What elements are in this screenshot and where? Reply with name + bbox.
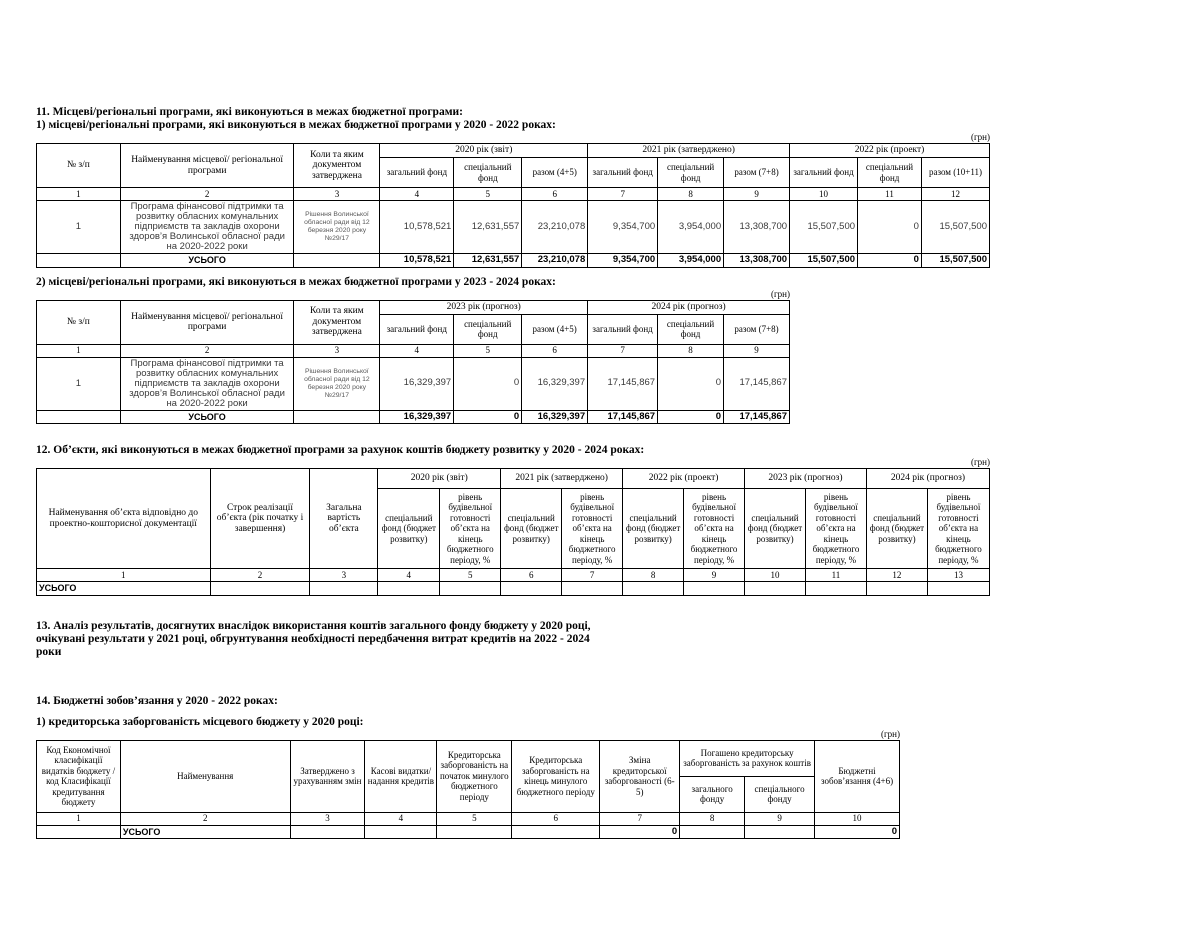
section-14-title: 14. Бюджетні зобов’язання у 2020 - 2022 роках:: [36, 694, 278, 707]
empty-cell: [623, 582, 684, 596]
section-14-subtitle-1: 1) кредиторська заборгованість місцевого бюджету у 2020 році:: [36, 715, 364, 728]
header-cell: 2020 рік (звіт): [380, 144, 588, 158]
col-number-cell: 5: [440, 569, 501, 582]
empty-cell: [294, 254, 380, 268]
col-number-cell: 8: [623, 569, 684, 582]
value-cell: 0: [658, 357, 724, 410]
table-3-block: [36, 457, 990, 596]
header-cell: загальний фонд: [380, 158, 454, 188]
total-label-cell: УСЬОГО: [120, 410, 294, 424]
col-number-cell: 1: [37, 344, 121, 357]
header-cell: разом (4+5): [522, 314, 588, 344]
col-number-cell: 9: [724, 344, 790, 357]
total-value-cell: 0: [658, 410, 724, 424]
table-creditor-debt: [36, 740, 900, 840]
col-number-cell: 7: [600, 812, 680, 825]
header-cell: разом (7+8): [724, 158, 790, 188]
data-cell: 1: [37, 201, 121, 254]
header-cell: Погашено кредиторську заборгованість за рахунок коштів: [680, 740, 815, 776]
empty-cell: [684, 582, 745, 596]
currency-note: (грн): [970, 132, 990, 142]
header-cell: спеціальний фонд (бюджет розвитку): [866, 489, 927, 569]
data-cell: 1: [37, 357, 121, 410]
header-cell: № з/п: [37, 144, 121, 188]
col-number-cell: 6: [522, 344, 588, 357]
col-number-cell: 4: [365, 812, 437, 825]
col-number-cell: 1: [37, 188, 121, 201]
table-row: [37, 357, 790, 410]
col-number-cell: 6: [522, 188, 588, 201]
total-row: [37, 825, 900, 839]
header-cell: спеціальний фонд: [454, 314, 522, 344]
header-cell: рівень будівельної готовності об’єкта на кінець бюджетного періоду, %: [684, 489, 745, 569]
col-number-cell: 6: [501, 569, 562, 582]
header-cell: рівень будівельної готовності об’єкта на кінець бюджетного періоду, %: [440, 489, 501, 569]
header-cell: спеціальний фонд (бюджет розвитку): [501, 489, 562, 569]
empty-cell: [37, 254, 121, 268]
col-number-cell: 9: [684, 569, 745, 582]
section-11-title: 11. Місцеві/регіональні програми, які виконуються в межах бюджетної програми:: [36, 106, 463, 118]
table-1-block: [36, 132, 990, 268]
header-cell: спеціальний фонд: [454, 158, 522, 188]
header-cell: Найменування місцевої/ регіональної програми: [120, 300, 294, 344]
empty-cell: [866, 582, 927, 596]
total-value-cell: 0: [858, 254, 922, 268]
currency-note: (грн): [880, 728, 900, 739]
value-cell: 15,507,500: [921, 201, 989, 254]
header-cell: загального фонду: [680, 776, 745, 812]
col-number-cell: 3: [310, 569, 378, 582]
header-cell: 2022 рік (проект): [790, 144, 990, 158]
col-number-cell: 4: [380, 188, 454, 201]
header-cell: 2020 рік (звіт): [378, 469, 501, 489]
total-row: [37, 582, 990, 596]
value-cell: 12,631,557: [454, 201, 522, 254]
table-local-programs-2020-2022: [36, 143, 990, 268]
value-cell: 9,354,700: [588, 201, 658, 254]
header-cell: Загальна вартість об’єкта: [310, 469, 378, 569]
header-cell: загальний фонд: [588, 314, 658, 344]
table-row: [37, 300, 790, 314]
col-number-cell: 1: [37, 812, 121, 825]
header-cell: рівень будівельної готовності об’єкта на кінець бюджетного періоду, %: [805, 489, 866, 569]
col-number-cell: 5: [437, 812, 512, 825]
value-cell: 17,145,867: [588, 357, 658, 410]
total-value-cell: 0: [454, 410, 522, 424]
col-number-cell: 5: [454, 344, 522, 357]
value-cell: 16,329,397: [522, 357, 588, 410]
col-number-cell: 4: [378, 569, 440, 582]
header-cell: разом (4+5): [522, 158, 588, 188]
value-cell: 3,954,000: [658, 201, 724, 254]
header-cell: Код Економічної класифікації видатків бюджету / код Класифікації кредитування бюджету: [37, 740, 121, 812]
header-cell: спеціального фонду: [745, 776, 815, 812]
header-cell: спеціальний фонд: [858, 158, 922, 188]
table-local-programs-2023-2024: [36, 300, 790, 425]
empty-cell: [745, 825, 815, 839]
col-number-cell: 9: [724, 188, 790, 201]
header-cell: Коли та яким документом затверджена: [294, 300, 380, 344]
total-row: [37, 254, 990, 268]
header-cell: Кредиторська заборгованість на початок минулого бюджетного періоду: [437, 740, 512, 812]
empty-cell: [37, 410, 121, 424]
header-cell: Строк реалізації об’єкта (рік початку і завершення): [210, 469, 310, 569]
col-number-cell: 8: [658, 344, 724, 357]
header-cell: 2021 рік (затверджено): [501, 469, 623, 489]
table-4-block: [36, 729, 900, 840]
total-value-cell: 0: [600, 825, 680, 839]
total-value-cell: 0: [815, 825, 900, 839]
header-cell: 2022 рік (проект): [623, 469, 745, 489]
header-cell: 2024 рік (прогноз): [588, 300, 790, 314]
header-cell: № з/п: [37, 300, 121, 344]
table-row: [37, 812, 900, 825]
currency-note: (грн): [770, 288, 790, 299]
section-11-subtitle-1: 1) місцеві/регіональні програми, які виконуються в межах бюджетної програми у 2020 - 2022 роках:: [36, 119, 556, 131]
col-number-cell: 2: [210, 569, 310, 582]
empty-cell: [745, 582, 806, 596]
header-cell: загальний фонд: [790, 158, 858, 188]
header-cell: загальний фонд: [380, 314, 454, 344]
empty-cell: [378, 582, 440, 596]
col-number-cell: 10: [745, 569, 806, 582]
col-number-cell: 4: [380, 344, 454, 357]
value-cell: 0: [454, 357, 522, 410]
col-number-cell: 8: [658, 188, 724, 201]
total-label-cell: УСЬОГО: [120, 825, 290, 839]
total-value-cell: 9,354,700: [588, 254, 658, 268]
col-number-cell: 12: [866, 569, 927, 582]
total-value-cell: 16,329,397: [380, 410, 454, 424]
table-row: [37, 188, 990, 201]
document-cell: Рішення Волинської обласної ради від 12 березня 2020 року №29/17: [294, 201, 380, 254]
header-cell: загальний фонд: [588, 158, 658, 188]
document-cell: Рішення Волинської обласної ради від 12 березня 2020 року №29/17: [294, 357, 380, 410]
table-development-objects: [36, 468, 990, 596]
header-cell: 2023 рік (прогноз): [380, 300, 588, 314]
section-13-title: 13. Аналіз результатів, досягнутих внаслідок використання коштів загального фонду бюджету у 2020 році, очікувані результати у 2021 році, обгрунтування необхідності передбачення витрат кредитів на 2022 - 2024 роки: [36, 619, 591, 658]
header-cell: разом (7+8): [724, 314, 790, 344]
empty-cell: [440, 582, 501, 596]
empty-cell: [512, 825, 600, 839]
col-number-cell: 13: [927, 569, 989, 582]
header-cell: Зміна кредиторської заборгованості (6-5): [600, 740, 680, 812]
col-number-cell: 2: [120, 188, 294, 201]
header-cell: 2021 рік (затверджено): [588, 144, 790, 158]
empty-cell: [37, 825, 121, 839]
value-cell: 23,210,078: [522, 201, 588, 254]
table-row: [37, 569, 990, 582]
header-cell: Найменування: [120, 740, 290, 812]
empty-cell: [805, 582, 866, 596]
section-11-subtitle-2: 2) місцеві/регіональні програми, які виконуються в межах бюджетної програми у 2023 - 2024 роках:: [36, 275, 556, 288]
empty-cell: [290, 825, 365, 839]
empty-cell: [927, 582, 989, 596]
col-number-cell: 9: [745, 812, 815, 825]
col-number-cell: 10: [790, 188, 858, 201]
table-row: [37, 144, 990, 158]
header-cell: спеціальний фонд (бюджет розвитку): [745, 489, 806, 569]
header-cell: Кредиторська заборгованість на кінець минулого бюджетного періоду: [512, 740, 600, 812]
col-number-cell: 2: [120, 812, 290, 825]
value-cell: 16,329,397: [380, 357, 454, 410]
header-cell: Коли та яким документом затверджена: [294, 144, 380, 188]
col-number-cell: 6: [512, 812, 600, 825]
table-row: [37, 201, 990, 254]
table-2-block: [36, 289, 790, 425]
col-number-cell: 3: [294, 344, 380, 357]
total-value-cell: 12,631,557: [454, 254, 522, 268]
empty-cell: [310, 582, 378, 596]
col-number-cell: 10: [815, 812, 900, 825]
header-cell: разом (10+11): [921, 158, 989, 188]
header-cell: Найменування об’єкта відповідно до проектно-кошторисної документації: [37, 469, 211, 569]
empty-cell: [210, 582, 310, 596]
currency-note: (грн): [970, 457, 990, 467]
header-cell: спеціальний фонд: [658, 314, 724, 344]
value-cell: 17,145,867: [724, 357, 790, 410]
table-row: [37, 469, 990, 489]
value-cell: 13,308,700: [724, 201, 790, 254]
header-cell: Бюджетні зобов’язання (4+6): [815, 740, 900, 812]
col-number-cell: 5: [454, 188, 522, 201]
header-cell: спеціальний фонд: [658, 158, 724, 188]
col-number-cell: 7: [562, 569, 623, 582]
empty-cell: [562, 582, 623, 596]
empty-cell: [365, 825, 437, 839]
total-value-cell: 3,954,000: [658, 254, 724, 268]
empty-cell: [680, 825, 745, 839]
col-number-cell: 3: [294, 188, 380, 201]
col-number-cell: 1: [37, 569, 211, 582]
total-value-cell: 17,145,867: [588, 410, 658, 424]
col-number-cell: 11: [805, 569, 866, 582]
total-label-cell: УСЬОГО: [120, 254, 294, 268]
empty-cell: [437, 825, 512, 839]
program-name-cell: Програма фінансової підтримки та розвитку обласних комунальних підприємств та закладів охорони здоров’я Волинської обласної ради на 2020-2022 роки: [120, 357, 294, 410]
col-number-cell: 2: [120, 344, 294, 357]
header-cell: рівень будівельної готовності об’єкта на кінець бюджетного періоду, %: [927, 489, 989, 569]
col-number-cell: 3: [290, 812, 365, 825]
value-cell: 0: [858, 201, 922, 254]
header-cell: спеціальний фонд (бюджет розвитку): [623, 489, 684, 569]
col-number-cell: 8: [680, 812, 745, 825]
col-number-cell: 11: [858, 188, 922, 201]
header-cell: 2023 рік (прогноз): [745, 469, 867, 489]
total-value-cell: 16,329,397: [522, 410, 588, 424]
header-cell: Найменування місцевої/ регіональної програми: [120, 144, 294, 188]
col-number-cell: 7: [588, 344, 658, 357]
col-number-cell: 12: [921, 188, 989, 201]
total-value-cell: 13,308,700: [724, 254, 790, 268]
total-value-cell: 23,210,078: [522, 254, 588, 268]
header-cell: рівень будівельної готовності об’єкта на кінець бюджетного періоду, %: [562, 489, 623, 569]
empty-cell: [501, 582, 562, 596]
table-row: [37, 344, 790, 357]
value-cell: 10,578,521: [380, 201, 454, 254]
total-row: [37, 410, 790, 424]
empty-cell: [294, 410, 380, 424]
table-row: [37, 740, 900, 776]
section-12-title: 12. Об’єкти, які виконуються в межах бюджетної програми за рахунок коштів бюджету розвитку у 2020 - 2024 роках:: [36, 444, 645, 456]
program-name-cell: Програма фінансової підтримки та розвитку обласних комунальних підприємств та закладів охорони здоров’я Волинської обласної ради на 2020-2022 роки: [120, 201, 294, 254]
total-value-cell: 15,507,500: [790, 254, 858, 268]
header-cell: спеціальний фонд (бюджет розвитку): [378, 489, 440, 569]
header-cell: Касові видатки/ надання кредитів: [365, 740, 437, 812]
value-cell: 15,507,500: [790, 201, 858, 254]
header-cell: 2024 рік (прогноз): [866, 469, 989, 489]
col-number-cell: 7: [588, 188, 658, 201]
total-label-cell: УСЬОГО: [37, 582, 211, 596]
total-value-cell: 15,507,500: [921, 254, 989, 268]
header-cell: Затверджено з урахуванням змін: [290, 740, 365, 812]
total-value-cell: 10,578,521: [380, 254, 454, 268]
total-value-cell: 17,145,867: [724, 410, 790, 424]
